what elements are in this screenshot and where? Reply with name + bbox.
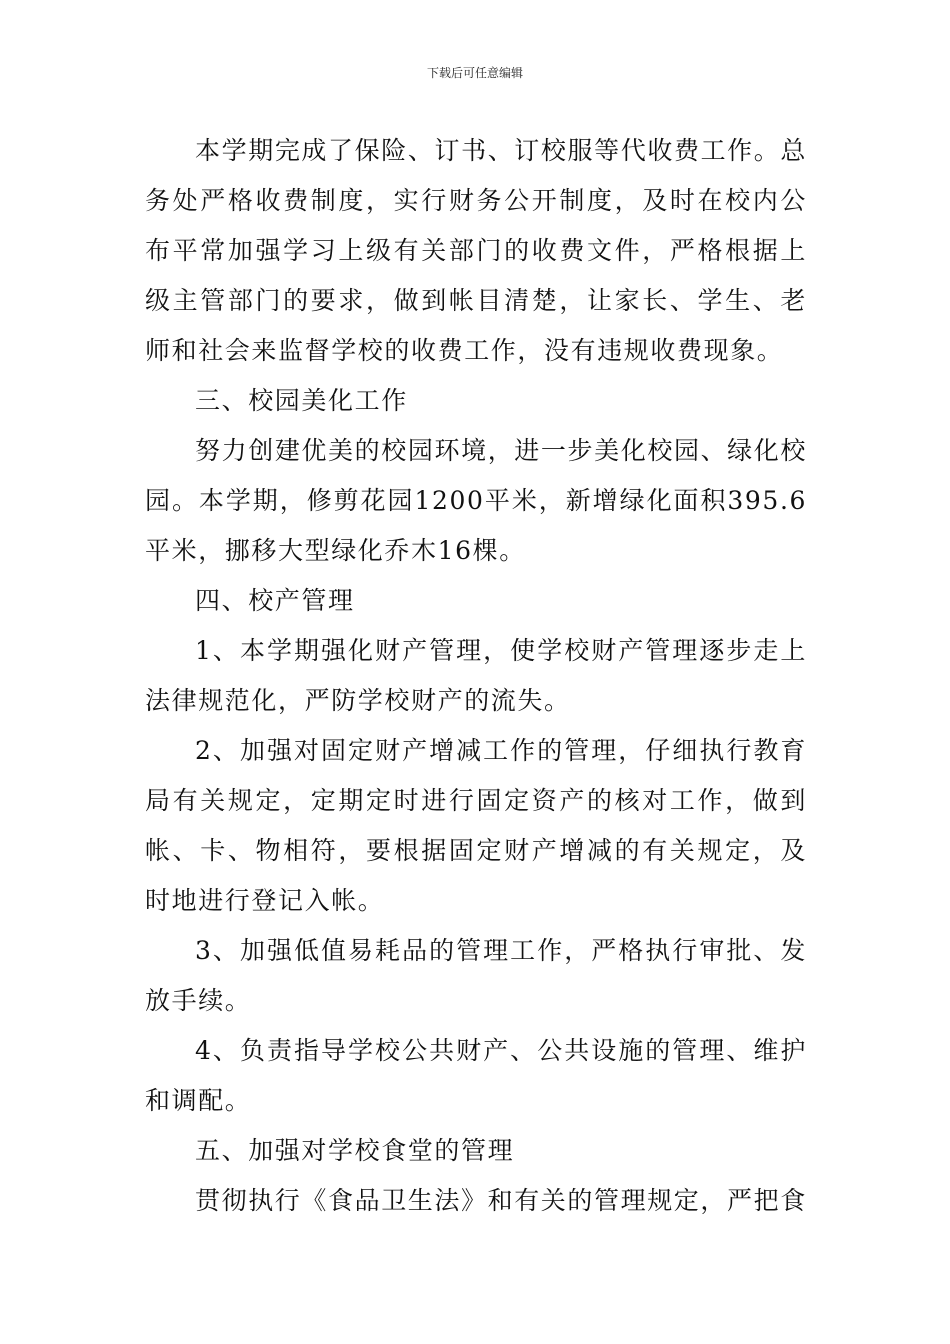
paragraph-fee-collection: 本学期完成了保险、订书、订校服等代收费工作。总务处严格收费制度，实行财务公开制度，及时在校内公布平常加强学习上级有关部门的收费文件，严格根据上级主管部门的要求，做到帐目清楚，让家长、学生、老师和社会来监督学校的收费工作，没有违规收费现象。 [145,136,807,365]
paragraph-food-hygiene: 贯彻执行《食品卫生法》和有关的管理规定，严把食 [195,1186,807,1215]
section-heading-school-property: 四、校产管理 [195,586,355,615]
paragraph-property-item-1: 1、本学期强化财产管理，使学校财产管理逐步走上法律规范化，严防学校财产的流失。 [145,636,807,715]
paragraph-property-item-2: 2、加强对固定财产增减工作的管理，仔细执行教育局有关规定，定期定时进行固定资产的核对工作，做到帐、卡、物相符，要根据固定财产增减的有关规定，及时地进行登记入帐。 [145,736,807,915]
paragraph-campus-environment: 努力创建优美的校园环境，进一步美化校园、绿化校园。本学期，修剪花园1200平米，新增绿化面积395.6平米，挪移大型绿化乔木16棵。 [145,436,807,565]
section-heading-campus-beautification: 三、校园美化工作 [195,386,408,415]
page-header: 下载后可任意编辑 [426,66,523,80]
section-heading-canteen-management: 五、加强对学校食堂的管理 [195,1136,515,1165]
paragraph-property-item-4: 4、负责指导学校公共财产、公共设施的管理、维护和调配。 [145,1036,807,1115]
document-body [145,126,807,1226]
paragraph-property-item-3: 3、加强低值易耗品的管理工作，严格执行审批、发放手续。 [145,936,807,1015]
